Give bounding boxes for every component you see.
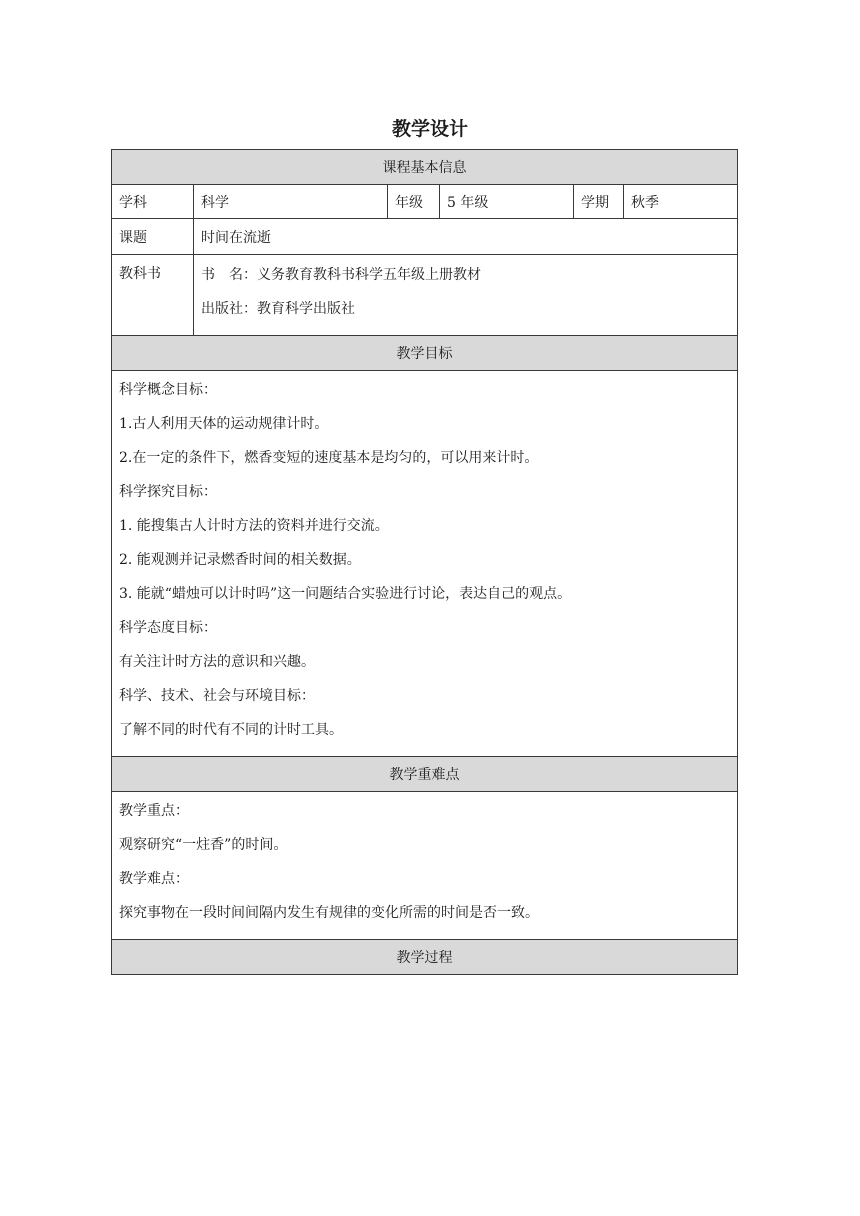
key-point-line: 教学难点： <box>119 871 189 887</box>
lesson-plan-table <box>111 149 738 975</box>
document-title: 教学设计 <box>391 118 468 140</box>
objective-line: 科学探究目标： <box>119 484 217 500</box>
publisher-line: 出版社：教育科学出版社 <box>201 301 355 317</box>
objective-line: 3. 能就“蜡烛可以计时吗”这一问题结合实验进行讨论，表达自己的观点。 <box>119 586 572 602</box>
objective-line: 了解不同的时代有不同的计时工具。 <box>119 722 343 738</box>
topic-row <box>112 219 738 255</box>
textbook-label: 教科书 <box>112 255 194 336</box>
textbook-info <box>194 255 738 336</box>
objective-line: 科学、技术、社会与环境目标： <box>119 688 315 704</box>
process-header: 教学过程 <box>112 940 738 975</box>
key-points-content <box>112 792 738 940</box>
objective-line: 科学概念目标： <box>119 382 217 398</box>
objective-line: 有关注计时方法的意识和兴趣。 <box>119 654 315 670</box>
objective-line: 科学态度目标： <box>119 620 217 636</box>
topic-label: 课题 <box>112 219 194 255</box>
objective-line: 1.古人利用天体的运动规律计时。 <box>119 416 329 432</box>
objectives-header: 教学目标 <box>112 336 738 371</box>
objective-line: 2. 能观测并记录燃香时间的相关数据。 <box>119 552 361 568</box>
textbook-row <box>112 255 738 336</box>
book-name-line: 书 名：义务教育教科书科学五年级上册教材 <box>201 267 481 283</box>
topic-value: 时间在流逝 <box>194 219 738 255</box>
subject-label: 学科 <box>112 185 194 219</box>
key-point-line: 教学重点： <box>119 803 189 819</box>
key-points-header: 教学重难点 <box>112 757 738 792</box>
objectives-content <box>112 371 738 757</box>
key-point-line: 观察研究“一炷香”的时间。 <box>119 837 288 853</box>
objective-line: 1. 能搜集古人计时方法的资料并进行交流。 <box>119 518 389 534</box>
objective-line: 2.在一定的条件下，燃香变短的速度基本是均匀的，可以用来计时。 <box>119 450 539 466</box>
term-value: 秋季 <box>624 185 738 219</box>
term-label: 学期 <box>574 185 624 219</box>
basic-info-header: 课程基本信息 <box>112 150 738 185</box>
key-point-line: 探究事物在一段时间间隔内发生有规律的变化所需的时间是否一致。 <box>119 905 539 921</box>
subject-value: 科学 <box>194 185 388 219</box>
basic-info-row <box>112 185 738 219</box>
grade-value: 5 年级 <box>440 185 574 219</box>
grade-label: 年级 <box>388 185 440 219</box>
